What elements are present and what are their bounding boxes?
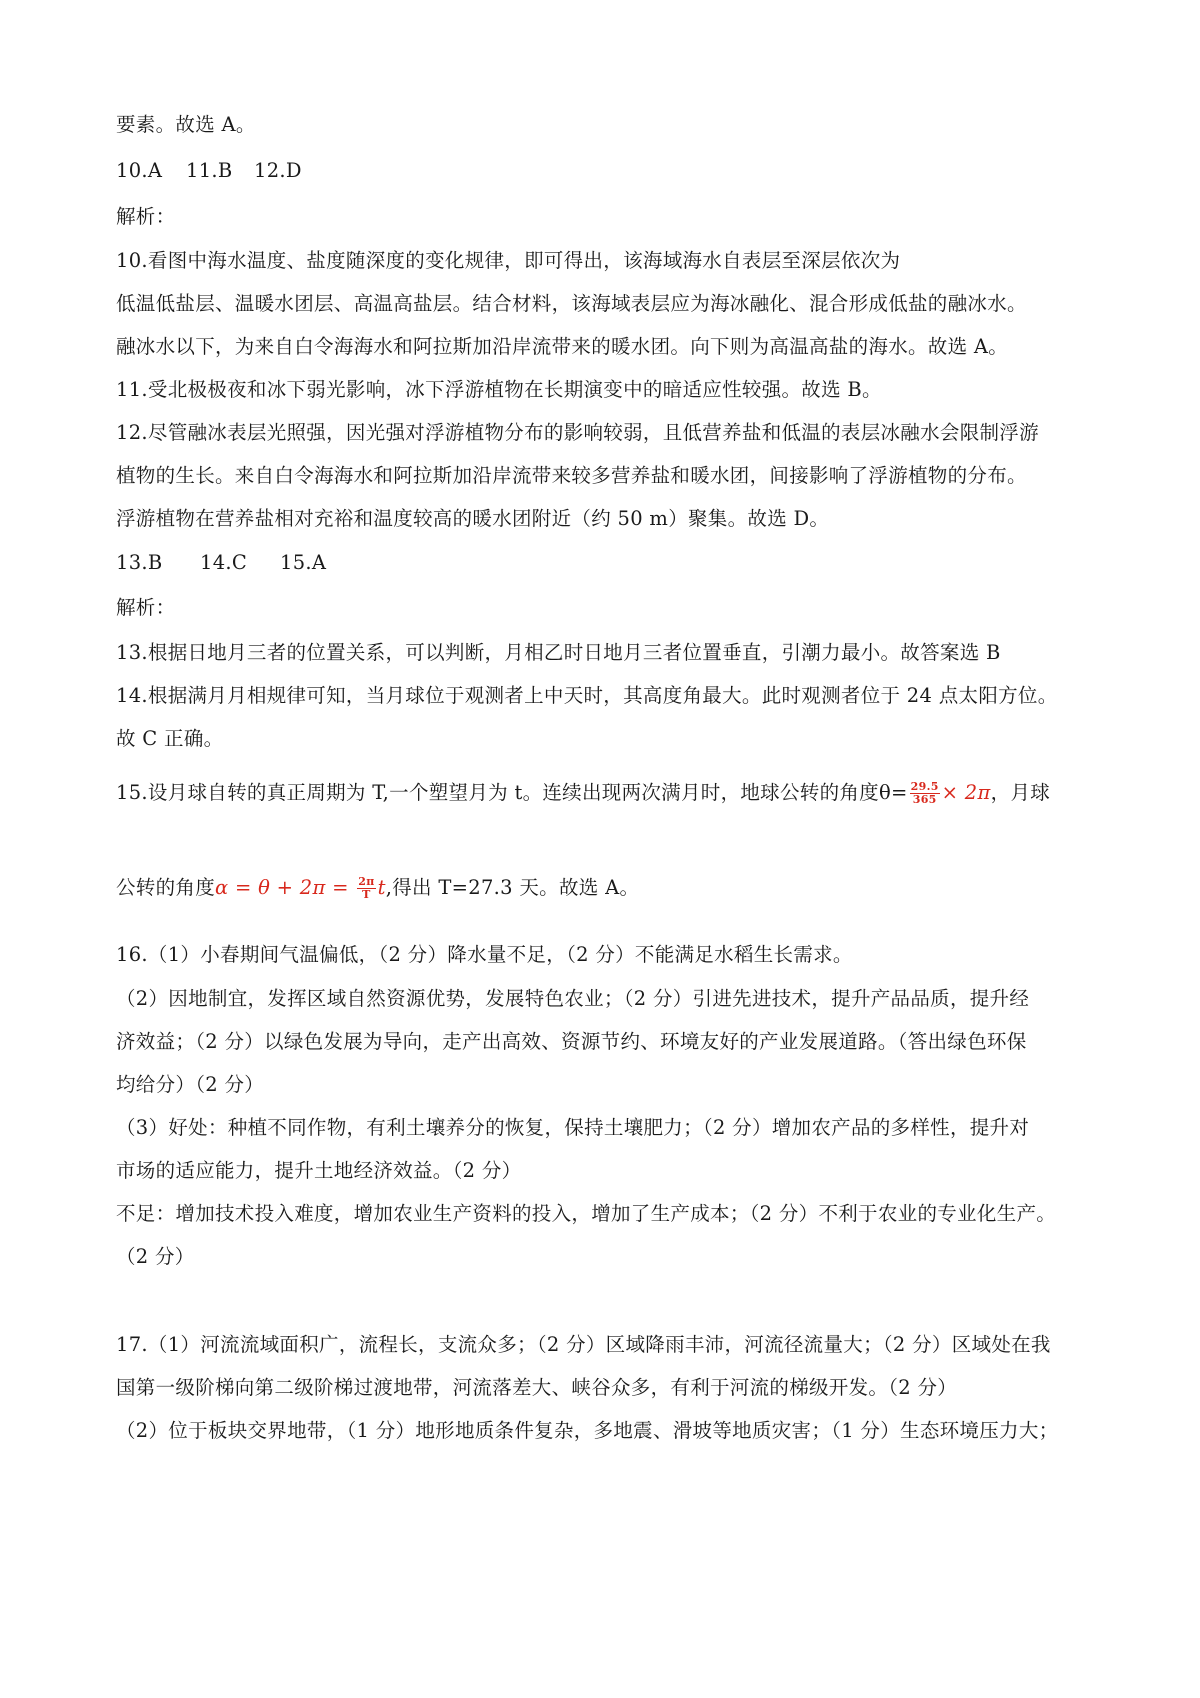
- text-line: 13.根据日地月三者的位置关系，可以判断，月相乙时日地月三者位置垂直，引潮力最小。故答案选 B: [116, 641, 1001, 664]
- fraction-denominator: 365: [912, 793, 937, 806]
- q15-text-tail: ，月球: [990, 781, 1051, 804]
- fraction-denominator: T: [362, 888, 371, 901]
- text-line: 低温低盐层、温暖水团层、高温高盐层。结合材料，该海域表层应为海冰融化、混合形成低盐的融冰水。: [116, 292, 1027, 315]
- answer-15: 15.A: [280, 551, 327, 574]
- answer-row-13-15: [116, 550, 326, 576]
- text-line: 14.根据满月月相规律可知，当月球位于观测者上中天时，其高度角最大。此时观测者位于 24 点太阳方位。: [116, 684, 1058, 707]
- text-line: 解析：: [116, 205, 176, 228]
- text-line: （2）位于板块交界地带，（1 分）地形地质条件复杂，多地震、滑坡等地质灾害；（1 分）生态环境压力大；: [116, 1419, 1059, 1442]
- text-line: 故 C 正确。: [116, 727, 224, 750]
- answer-14: 14.C: [200, 551, 248, 574]
- q15-line-1: [116, 780, 1050, 806]
- formula-term: × 2π: [941, 781, 991, 804]
- answer-10: 10.A: [116, 159, 163, 182]
- text-line: （2）因地制宜，发挥区域自然资源优势，发展特色农业；（2 分）引进先进技术，提升产品品质，提升经: [116, 987, 1030, 1010]
- text-line: 10.看图中海水温度、盐度随深度的变化规律，即可得出，该海域海水自表层至深层依次为: [116, 249, 901, 272]
- q15-text: 15.设月球自转的真正周期为 T,一个塑望月为 t。连续出现两次满月时，地球公转的角度θ=: [116, 781, 908, 804]
- q15-text-tail: ,得出 T=27.3 天。故选 A。: [385, 876, 640, 899]
- text-line: 植物的生长。来自白令海海水和阿拉斯加沿岸流带来较多营养盐和暖水团，间接影响了浮游植物的分布。: [116, 464, 1027, 487]
- text-line: 国第一级阶梯向第二级阶梯过渡地带，河流落差大、峡谷众多，有利于河流的梯级开发。（2 分）: [116, 1376, 958, 1399]
- answer-12: 12.D: [254, 159, 302, 182]
- text-line: 12.尽管融冰表层光照强，因光强对浮游植物分布的影响较弱，且低营养盐和低温的表层冰融水会限制浮游: [116, 421, 1039, 444]
- q15-line-2: [116, 875, 639, 901]
- formula-fraction: [910, 781, 940, 806]
- text-line: 解析：: [116, 596, 176, 619]
- q15-text: 公转的角度: [116, 876, 216, 899]
- answer-11: 11.B: [186, 159, 233, 182]
- answer-13: 13.B: [116, 551, 163, 574]
- text-line: 济效益；（2 分）以绿色发展为导向，走产出高效、资源节约、环境友好的产业发展道路。（答出绿色环保: [116, 1030, 1027, 1053]
- fraction-numerator: 29.5: [910, 780, 939, 793]
- text-line: 11.受北极极夜和冰下弱光影响，冰下浮游植物在长期演变中的暗适应性较强。故选 B。: [116, 378, 882, 401]
- answer-row-10-12: [116, 158, 302, 184]
- text-line: （3）好处：种植不同作物，有利土壤养分的恢复，保持土壤肥力；（2 分）增加农产品的多样性，提升对: [116, 1116, 1030, 1139]
- fraction-numerator: 2π: [358, 875, 375, 888]
- text-line: 市场的适应能力，提升土地经济效益。（2 分）: [116, 1159, 522, 1182]
- text-line: 均给分）（2 分）: [116, 1073, 265, 1096]
- formula-term: t: [377, 876, 386, 899]
- formula-lhs: α = θ + 2π =: [215, 876, 356, 899]
- text-line: 浮游植物在营养盐相对充裕和温度较高的暖水团附近（约 50 m）聚集。故选 D。: [116, 507, 830, 530]
- text-line: （2 分）: [116, 1245, 195, 1268]
- text-line: 17.（1）河流流域面积广，流程长，支流众多；（2 分）区域降雨丰沛，河流径流量大；（2 分）区域处在我: [116, 1333, 1051, 1356]
- text-line: 不足：增加技术投入难度，增加农业生产资料的投入，增加了生产成本；（2 分）不利于农业的专业化生产。: [116, 1202, 1057, 1225]
- text-line: 融冰水以下，为来自白令海海水和阿拉斯加沿岸流带来的暖水团。向下则为高温高盐的海水。故选 A。: [116, 335, 1009, 358]
- text-line: 要素。故选 A。: [116, 113, 256, 136]
- formula-fraction: [357, 876, 375, 901]
- text-line: 16.（1）小春期间气温偏低，（2 分）降水量不足，（2 分）不能满足水稻生长需求。: [116, 943, 853, 966]
